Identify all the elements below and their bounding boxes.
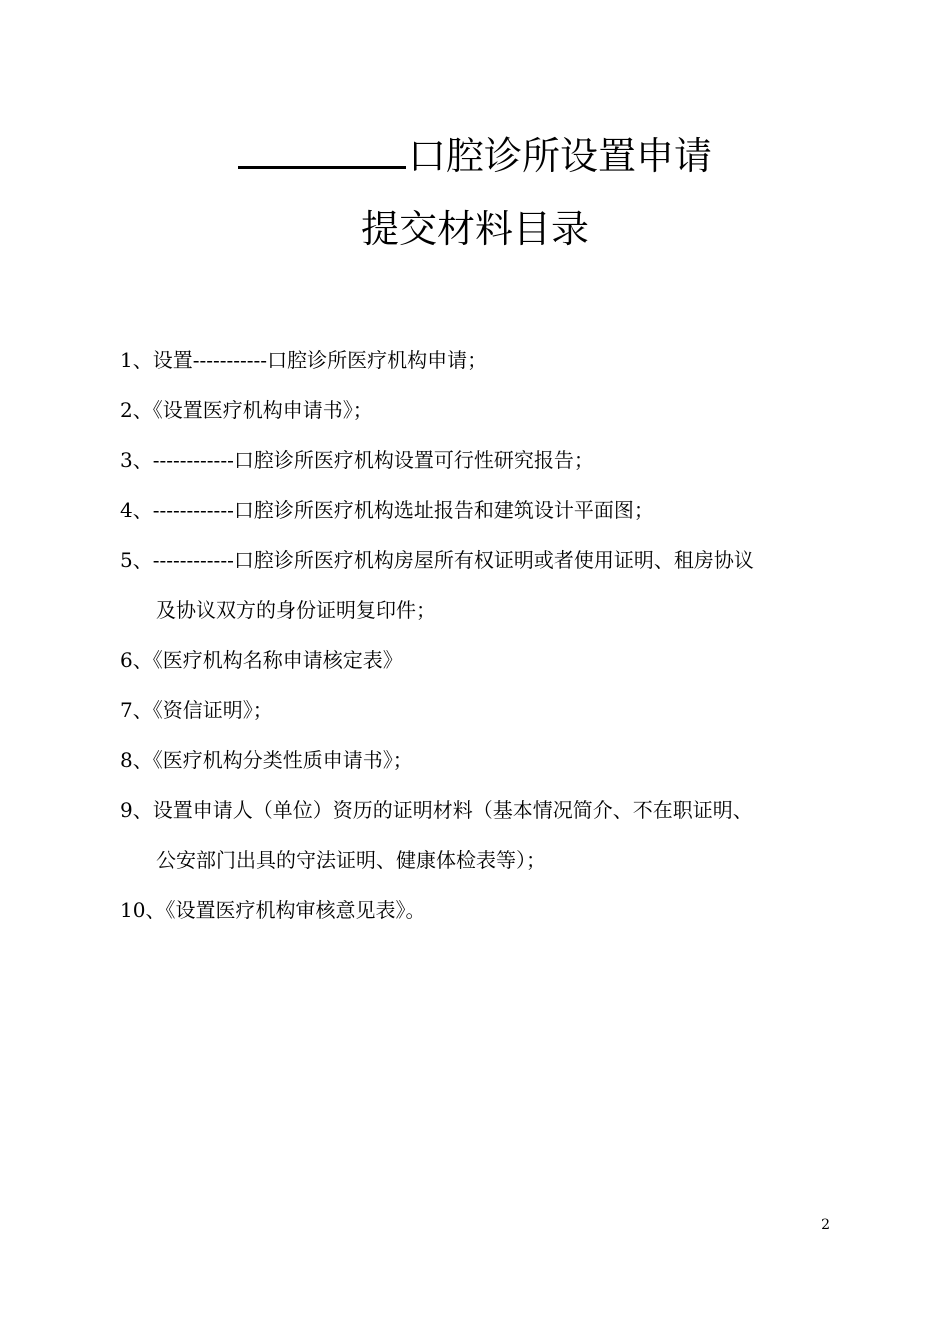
list-item-1 [120,335,840,385]
list-item-2 [120,385,840,435]
item-text: ------------口腔诊所医疗机构选址报告和建筑设计平面图； [152,498,654,522]
item-number: 9、 [120,798,153,822]
item-number: 3、 [120,448,153,472]
list-item-7 [120,685,840,735]
list-item-8 [120,735,840,785]
item-text: ------------口腔诊所医疗机构房屋所有权证明或者使用证明、租房协议 [152,548,754,572]
item-text: 《医疗机构名称申请核定表》 [152,648,403,672]
title-text-1: 口腔诊所设置申请 [407,134,712,178]
item-text: 《设置医疗机构申请书》； [152,398,373,422]
title-text-2: 提交材料目录 [360,207,589,251]
item-text: ------------口腔诊所医疗机构设置可行性研究报告； [152,448,594,472]
list-item-3 [120,435,840,485]
item-text: 设置-----------口腔诊所医疗机构申请； [152,348,488,372]
item-number: 10、 [120,898,166,922]
item-number: 7、 [120,698,153,722]
item-number: 5、 [120,548,153,572]
item-text-continued: 及协议双方的身份证明复印件； [156,598,436,622]
materials-list [120,335,840,935]
item-number: 2、 [120,398,153,422]
item-text-continued: 公安部门出具的守法证明、健康体检表等）； [156,848,546,872]
title-blank-underline [238,130,406,169]
list-item-5 [120,535,840,635]
item-text: 设置申请人（单位）资历的证明材料（基本情况简介、不在职证明、 [152,798,753,822]
page-number: 2 [821,1217,830,1233]
list-item-9 [120,785,840,885]
document-title-line-1 [0,130,950,179]
list-item-10 [120,885,840,935]
document-title-line-2 [0,206,950,252]
item-number: 1、 [120,348,153,372]
item-text: 《设置医疗机构审核意见表》。 [165,898,426,922]
item-text: 《医疗机构分类性质申请书》； [152,748,413,772]
list-item-6 [120,635,840,685]
item-number: 4、 [120,498,153,522]
item-number: 8、 [120,748,153,772]
item-number: 6、 [120,648,153,672]
list-item-4 [120,485,840,535]
item-text: 《资信证明》； [152,698,273,722]
